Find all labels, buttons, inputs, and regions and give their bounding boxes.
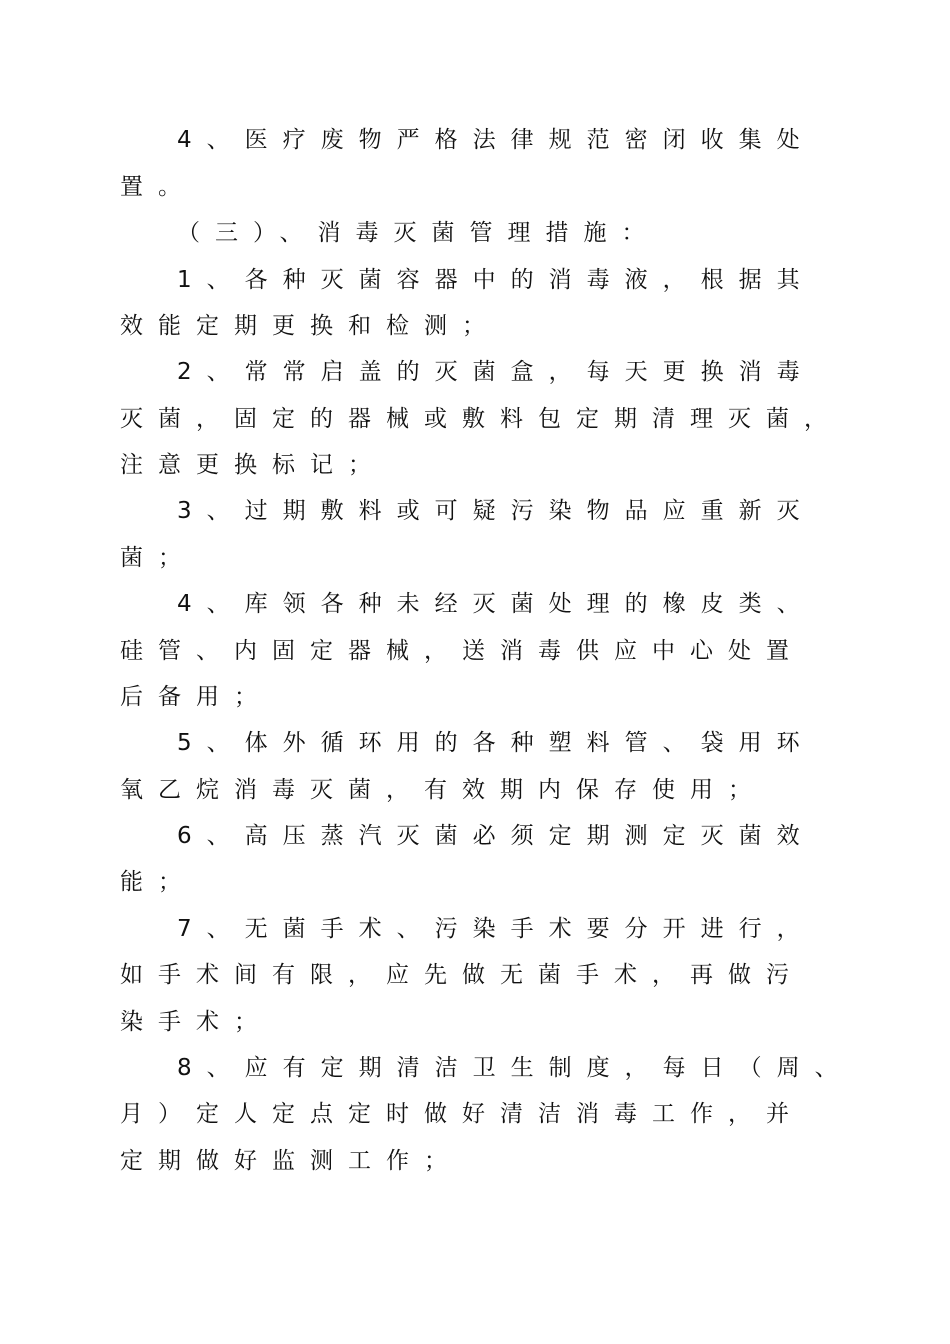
section-heading: （三）、消毒灭菌管理措施： — [177, 220, 660, 246]
item-7-line-3: 染手术； — [120, 1009, 272, 1035]
item-1-line-2: 效能定期更换和检测； — [120, 313, 500, 339]
item-4-line-2: 硅管、内固定器械，送消毒供应中心处置 — [120, 638, 804, 664]
item-3-line-1: 3、过期敷料或可疑污染物品应重新灭 — [177, 498, 815, 524]
item-6-line-1: 6、高压蒸汽灭菌必须定期测定灭菌效 — [177, 823, 815, 849]
item-2-line-3: 注意更换标记； — [120, 452, 386, 478]
item-8-line-2: 月）定人定点定时做好清洁消毒工作，并 — [120, 1101, 804, 1127]
item-3-line-2: 菌； — [120, 545, 196, 571]
item-7-line-2: 如手术间有限，应先做无菌手术，再做污 — [120, 962, 804, 988]
item-4-line-3: 后备用； — [120, 684, 272, 710]
item-5-line-2: 氧乙烷消毒灭菌，有效期内保存使用； — [120, 777, 766, 803]
item-7-line-1: 7、无菌手术、污染手术要分开进行， — [177, 916, 815, 942]
item-5-line-1: 5、体外循环用的各种塑料管、袋用环 — [177, 730, 815, 756]
item-2-line-2: 灭菌，固定的器械或敷料包定期清理灭菌， — [120, 406, 842, 432]
item-8-line-3: 定期做好监测工作； — [120, 1148, 462, 1174]
item-8-line-1: 8、应有定期清洁卫生制度，每日（周、 — [177, 1055, 853, 1081]
item-1-line-1: 1、各种灭菌容器中的消毒液，根据其 — [177, 267, 815, 293]
paragraph-waste-line-1: 4、医疗废物严格法律规范密闭收集处 — [177, 127, 815, 153]
paragraph-waste-line-2: 置。 — [120, 174, 196, 200]
item-6-line-2: 能； — [120, 869, 196, 895]
item-4-line-1: 4、库领各种未经灭菌处理的橡皮类、 — [177, 591, 815, 617]
item-2-line-1: 2、常常启盖的灭菌盒，每天更换消毒 — [177, 359, 815, 385]
